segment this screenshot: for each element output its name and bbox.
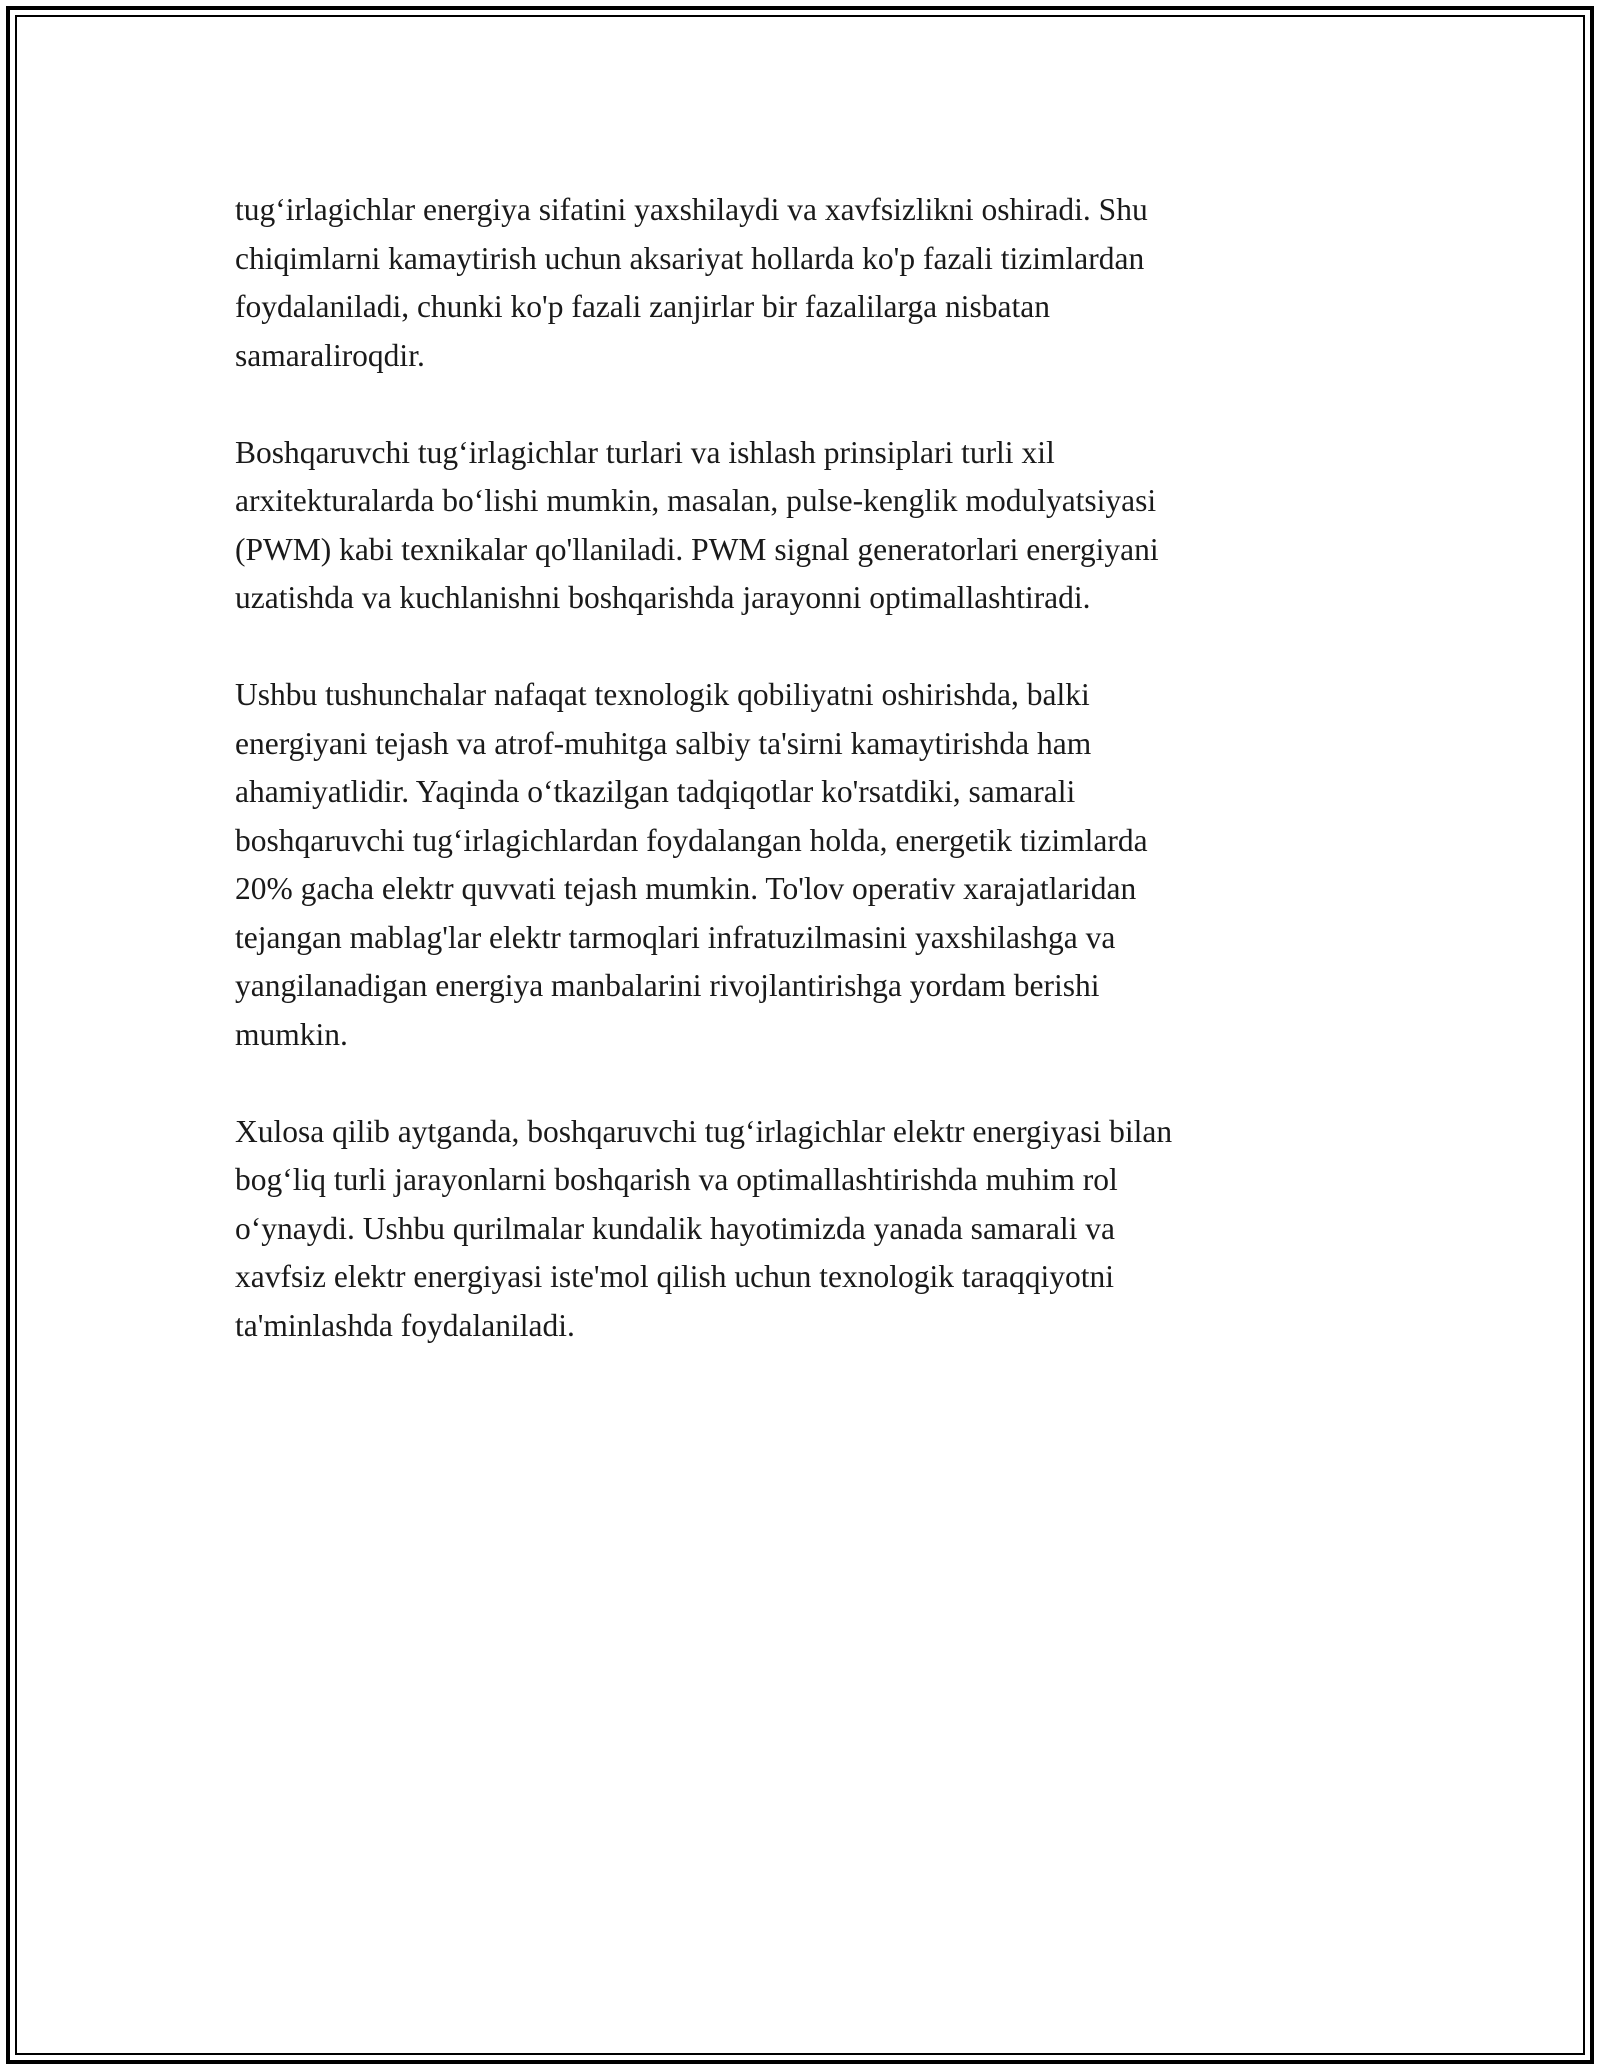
paragraph-3: Ushbu tushunchalar nafaqat texnologik qobiliyatni oshirishda, balki energiyani tejash va atrof-muhitga salbiy ta'sirni kamaytirishda ham ahamiyatlidir. Yaqinda o‘tkazilgan tadqiqotlar ko'rsatdiki, samarali boshqaruvchi tug‘irlagichlardan foydalangan holda, energetik tizimlarda 20% gacha elektr quvvati tejash mumkin. To'lov operativ xarajatlaridan tejangan mablag'lar elektr tarmoqlari infratuzilmasini yaxshilashga va yangilanadigan energiya manbalarini rivojlantirishga yordam berishi mumkin.: [235, 677, 1148, 1052]
paragraph-1: tug‘irlagichlar energiya sifatini yaxshilaydi va xavfsizlikni oshiradi. Shu chiqimlarni kamaytirish uchun aksariyat hollarda ko'p fazali tizimlardan foydalaniladi, chunki ko'p fazali zanjirlar bir fazalilarga nisbatan samaraliroqdir.: [235, 192, 1148, 373]
paragraph-2: Boshqaruvchi tug‘irlagichlar turlari va ishlash prinsiplari turli xil arxitekturalarda bo‘lishi mumkin, masalan, pulse-kenglik modulyatsiyasi (PWM) kabi texnikalar qo'llaniladi. PWM signal generatorlari energiyani uzatishda va kuchlanishni boshqarishda jarayonni optimallashtiradi.: [235, 434, 1159, 615]
paragraph-4: Xulosa qilib aytganda, boshqaruvchi tug‘irlagichlar elektr energiyasi bilan bog‘liq turli jarayonlarni boshqarish va optimallashtirishda muhim rol o‘ynaydi. Ushbu qurilmalar kundalik hayotimizda yanada samarali va xavfsiz elektr energiyasi iste'mol qilish uchun texnologik taraqqiyotni ta'minlashda foydalaniladi.: [235, 1113, 1173, 1343]
document-body: [235, 186, 1355, 1399]
